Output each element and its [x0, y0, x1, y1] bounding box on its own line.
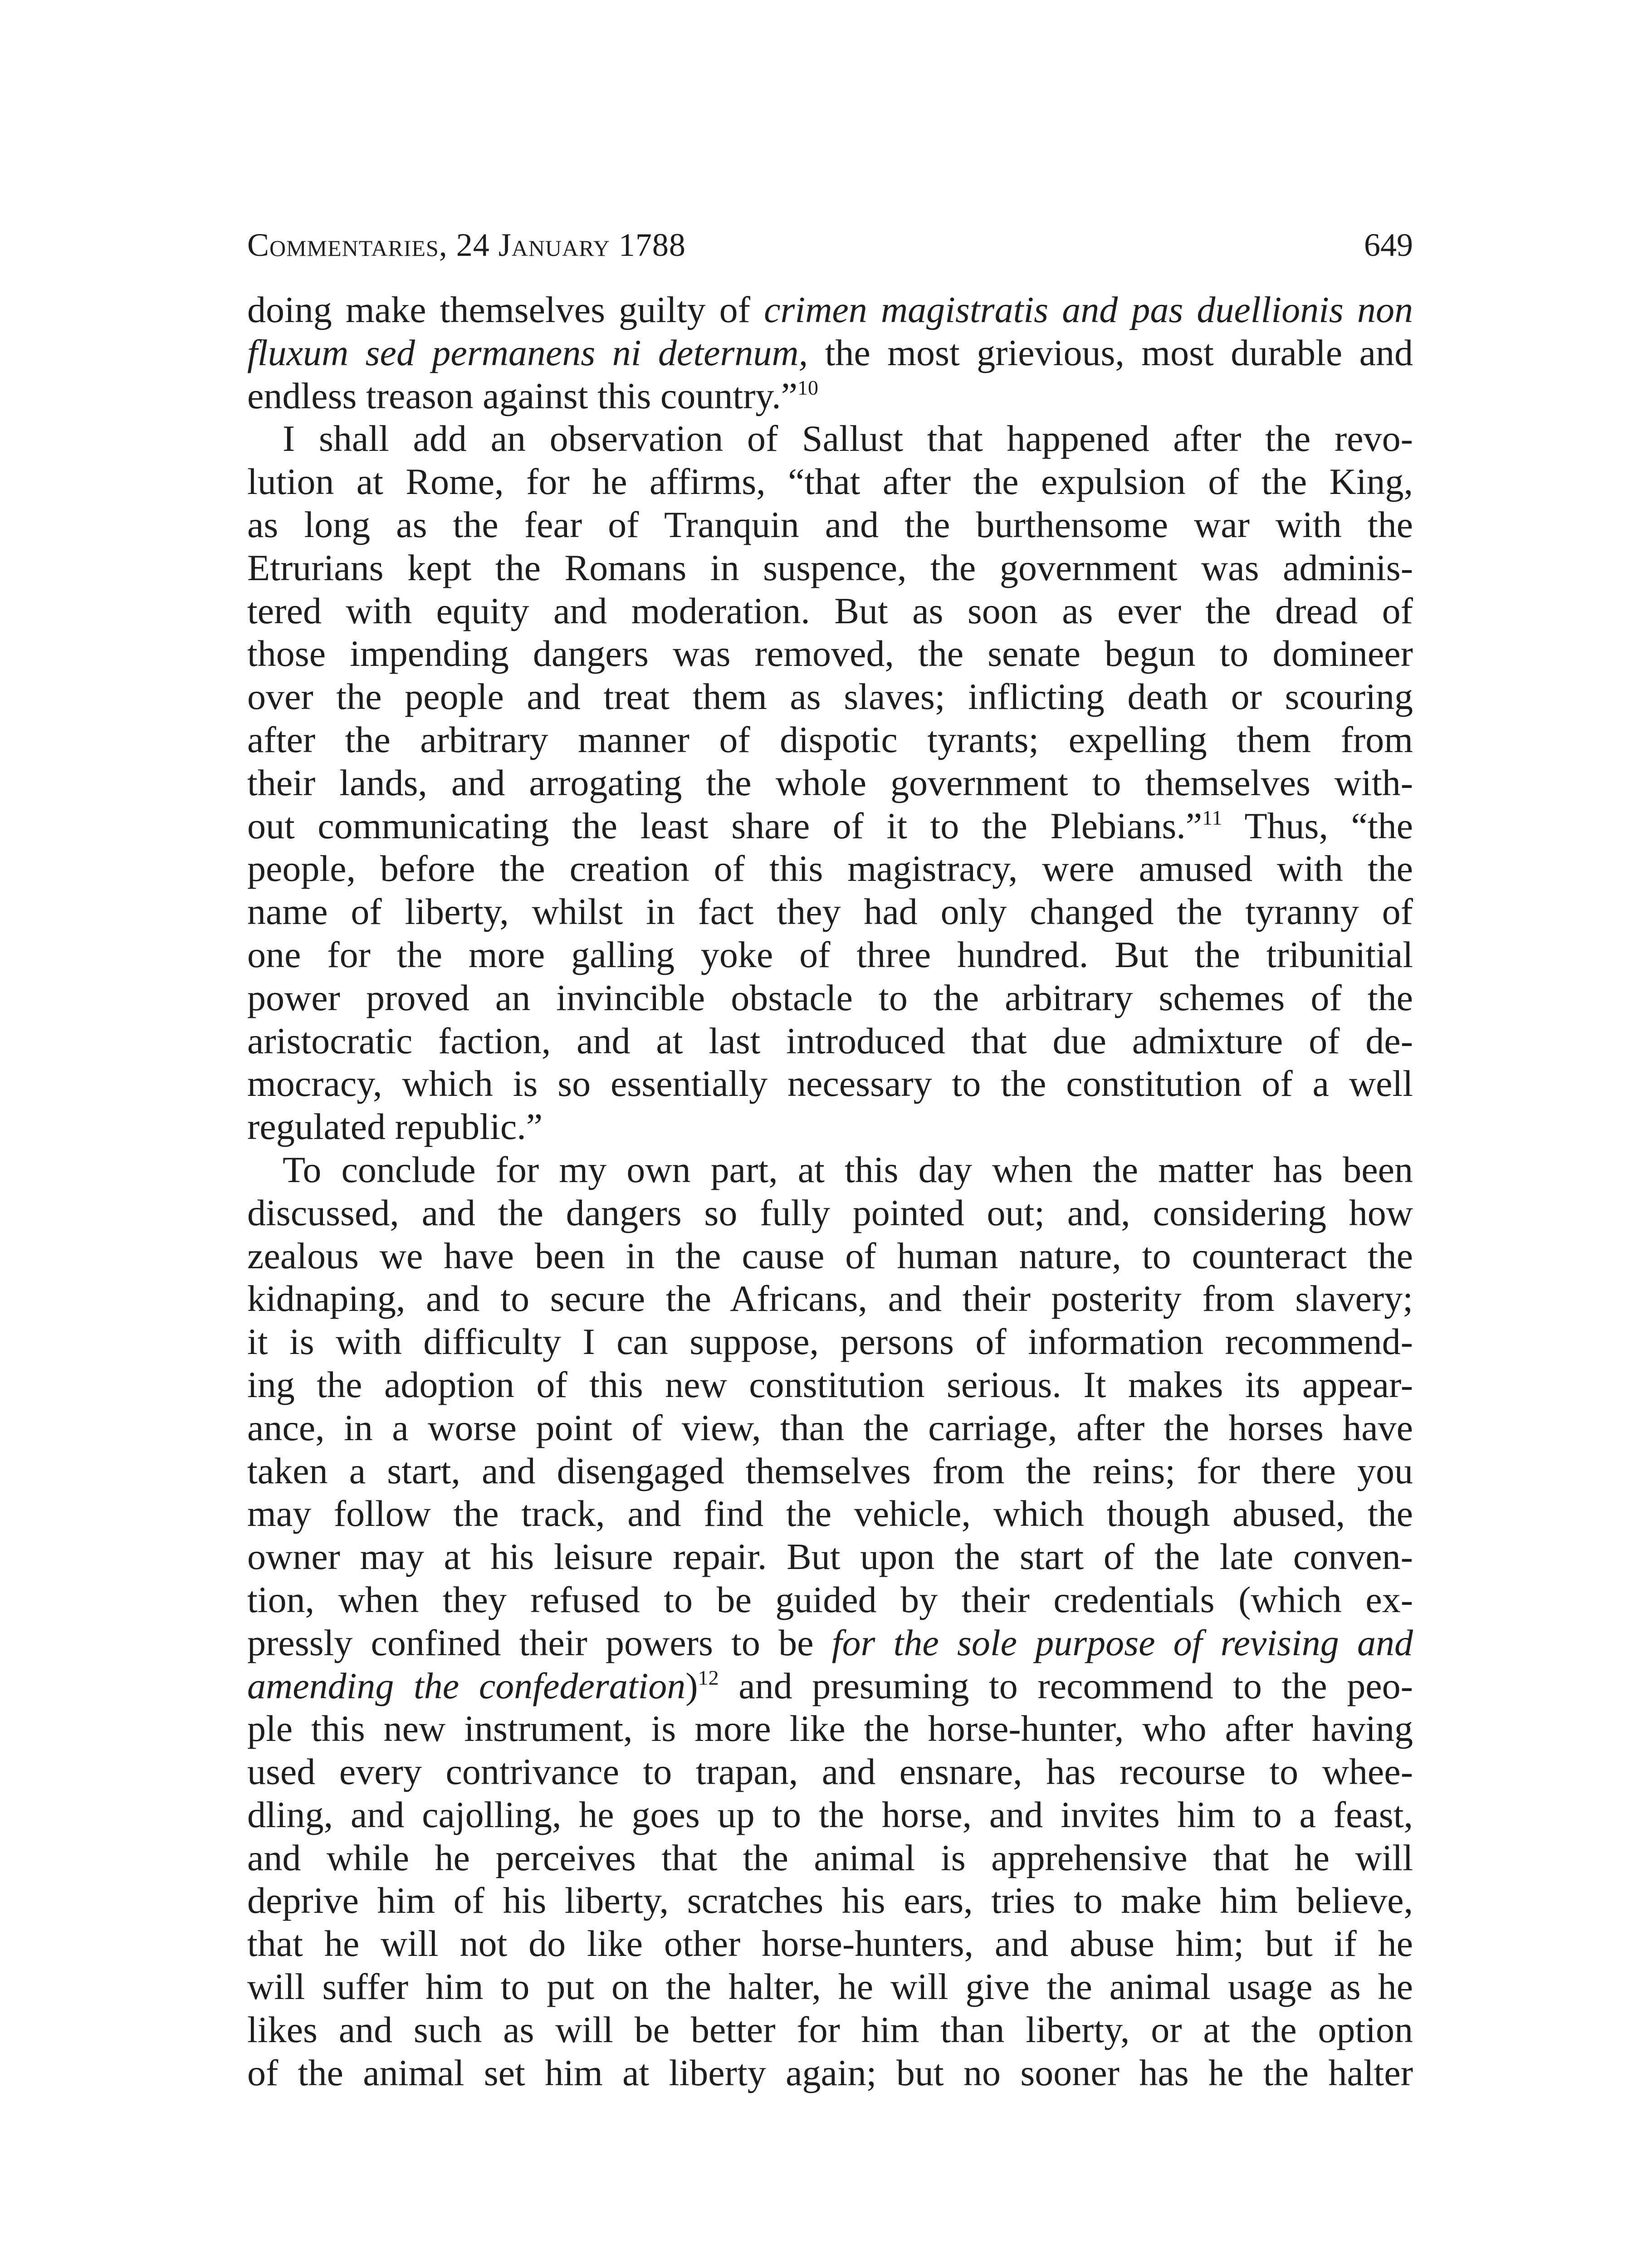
text-segment: taken a start, and disengaged themselves from the reins; for there you [247, 1450, 1413, 1491]
text-segment: ple this new instrument, is more like the horse-hunter, who after having [247, 1708, 1413, 1750]
text-segment: endless treason against this country.” [247, 375, 797, 416]
footnote-ref: 11 [1202, 806, 1222, 829]
italic-text: for the sole purpose of revising and [831, 1622, 1413, 1663]
text-segment: people, before the creation of this magistracy, were amused with the [247, 848, 1413, 890]
text-segment: I shall add an observation of Sallust that happened after the revo- [283, 418, 1413, 459]
text-line [247, 977, 1413, 1020]
text-line [247, 2009, 1413, 2052]
text-segment: dling, and cajolling, he goes up to the horse, and invites him to a feast, [247, 1794, 1413, 1835]
text-line [247, 1149, 1413, 1192]
text-segment: tered with equity and moderation. But as soon as ever the dread of [247, 590, 1413, 631]
text-line [247, 288, 1413, 332]
text-segment: regulated republic.” [247, 1106, 543, 1148]
text-segment: pressly confined their powers to be [247, 1622, 832, 1663]
text-segment: over the people and treat them as slaves; inflicting death or scouring [247, 676, 1413, 718]
text-line [247, 632, 1413, 675]
text-line [247, 1922, 1413, 1965]
text-segment: To conclude for my own part, at this day when the matter has been [283, 1149, 1413, 1190]
text-segment: kidnaping, and to secure the Africans, and their posterity from slavery; [247, 1278, 1413, 1320]
text-segment: will suffer him to put on the halter, he will give the animal usage as he [247, 1966, 1413, 2008]
text-segment: after the arbitrary manner of dispotic tyrants; expelling them from [247, 719, 1413, 760]
text-segment: out communicating the least share of it to the Plebians.” [247, 805, 1203, 846]
text-segment: lution at Rome, for he affirms, “that after the expulsion of the King, [247, 461, 1413, 503]
text-line [247, 590, 1413, 633]
text-line [247, 503, 1413, 547]
text-segment: aristocratic faction, and at last introduced that due admixture of de- [247, 1020, 1413, 1061]
body-text [247, 288, 1413, 2094]
text-segment: likes and such as will be better for him than liberty, or at the option [247, 2009, 1413, 2050]
text-line [247, 675, 1413, 719]
text-line [247, 1105, 1413, 1149]
text-segment: of the animal set him at liberty again; but no sooner has he the halter [247, 2052, 1413, 2093]
text-line [247, 1364, 1413, 1407]
text-segment: ing the adoption of this new constitution serious. It makes its appear- [247, 1364, 1413, 1405]
text-segment: ) [685, 1665, 698, 1706]
italic-text: amending the confederation [247, 1665, 686, 1706]
text-segment: owner may at his leisure repair. But upon the start of the late conven- [247, 1536, 1413, 1578]
text-line [247, 805, 1413, 848]
text-line [247, 332, 1413, 375]
text-line [247, 1794, 1413, 1837]
text-line [247, 547, 1413, 590]
text-line [247, 1277, 1413, 1320]
text-line [247, 1535, 1413, 1579]
text-line [247, 1837, 1413, 1880]
text-line [247, 890, 1413, 934]
text-segment: and while he perceives that the animal is apprehensive that he will [247, 1837, 1413, 1878]
text-line [247, 1192, 1413, 1235]
text-segment: Etrurians kept the Romans in suspence, the government was adminis- [247, 547, 1413, 588]
text-segment: those impending dangers was removed, the senate begun to domineer [247, 633, 1413, 675]
text-segment: may follow the track, and find the vehicle, which though abused, the [247, 1493, 1413, 1535]
text-line [247, 1492, 1413, 1535]
page-number: 649 [1364, 227, 1413, 263]
text-segment: used every contrivance to trapan, and ensnare, has recourse to whee- [247, 1751, 1413, 1793]
text-line [247, 1062, 1413, 1105]
text-line [247, 2052, 1413, 2095]
text-line [247, 417, 1413, 460]
running-head: Commentaries, 24 January 1788 [247, 227, 686, 263]
text-segment: the most grievious, most durable and [808, 332, 1413, 373]
text-line [247, 762, 1413, 805]
footnote-ref: 12 [698, 1666, 719, 1689]
text-line [247, 375, 1413, 418]
text-segment: their lands, and arrogating the whole government to themselves with- [247, 762, 1413, 803]
italic-text: fluxum sed permanens ni deternum, [247, 332, 808, 373]
text-line [247, 1450, 1413, 1493]
text-segment: one for the more galling yoke of three hundred. But the tribunitial [247, 934, 1413, 975]
text-segment: deprive him of his liberty, scratches his ears, tries to make him believe, [247, 1880, 1413, 1921]
italic-text: crimen magistratis and pas duellionis non [764, 289, 1413, 330]
text-line [247, 1235, 1413, 1278]
text-line [247, 934, 1413, 977]
text-line [247, 1665, 1413, 1708]
text-line [247, 1750, 1413, 1794]
text-line [247, 1407, 1413, 1450]
text-segment: power proved an invincible obstacle to the arbitrary schemes of the [247, 977, 1413, 1018]
page-header [247, 218, 1413, 272]
text-line [247, 1020, 1413, 1063]
text-segment: and presuming to recommend to the peo- [719, 1665, 1413, 1706]
text-segment: discussed, and the dangers so fully pointed out; and, considering how [247, 1192, 1413, 1233]
text-segment: it is with difficulty I can suppose, persons of information recommend- [247, 1321, 1413, 1363]
text-segment: name of liberty, whilst in fact they had only changed the tyranny of [247, 891, 1413, 933]
text-segment: mocracy, which is so essentially necessary to the constitution of a well [247, 1063, 1413, 1105]
text-segment: ance, in a worse point of view, than the carriage, after the horses have [247, 1407, 1413, 1448]
text-line [247, 1622, 1413, 1665]
text-line [247, 1579, 1413, 1622]
text-line [247, 460, 1413, 503]
text-segment: that he will not do like other horse-hunters, and abuse him; but if he [247, 1923, 1413, 1965]
text-segment: zealous we have been in the cause of human nature, to counteract the [247, 1235, 1413, 1276]
text-line [247, 847, 1413, 890]
text-segment: doing make themselves guilty of [247, 289, 764, 330]
text-line [247, 1707, 1413, 1750]
text-segment: as long as the fear of Tranquin and the burthensome war with the [247, 503, 1413, 545]
footnote-ref: 10 [797, 376, 818, 399]
text-segment: tion, when they refused to be guided by their credentials (which ex- [247, 1579, 1413, 1620]
text-line [247, 1320, 1413, 1364]
text-line [247, 719, 1413, 762]
text-line [247, 1879, 1413, 1922]
text-segment: Thus, “the [1222, 805, 1413, 846]
text-line [247, 1965, 1413, 2009]
